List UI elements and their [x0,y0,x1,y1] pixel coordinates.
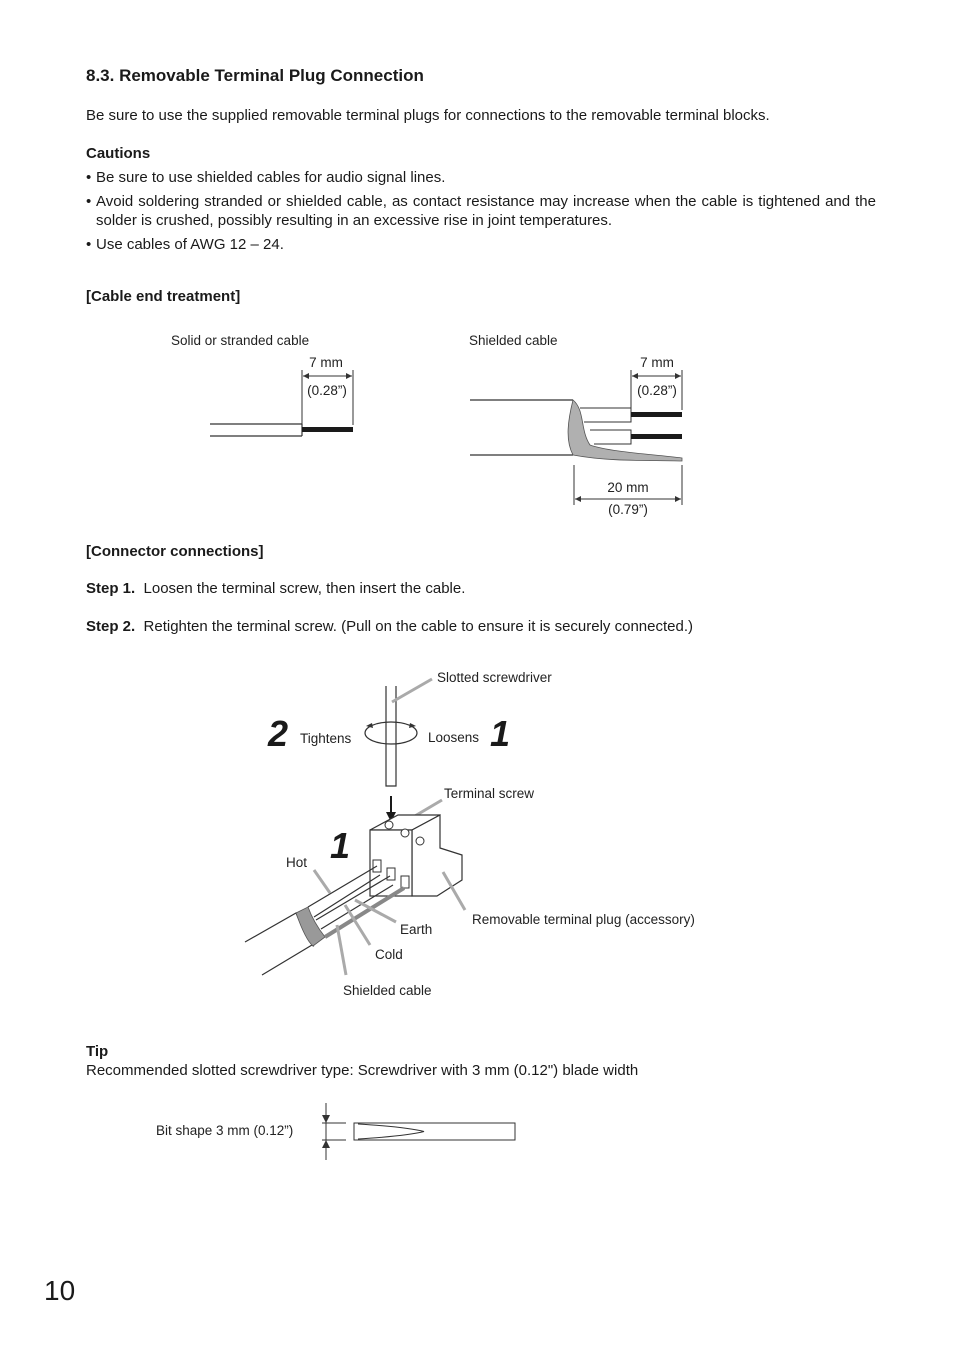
shielded-dim-in: (0.28”) [637,383,677,398]
inner-wire [590,430,631,444]
caution-item: • Avoid soldering stranded or shielded cable, as contact resistance may increase when the cable is tightened and the solder is crushed, possibly resulting in an excessive rise in joint temperatures. [86,193,876,229]
inner-wire [580,408,631,422]
shielded-length-mm: 20 mm [607,480,649,495]
shielded-cable-label: Shielded cable [343,983,432,998]
wire-slot [401,876,409,888]
cable-end-heading: [Cable end treatment] [86,288,241,305]
terminal-screw-label: Terminal screw [444,786,535,801]
step-number-loosens: 1 [490,713,511,754]
leader-line [337,925,346,975]
connector-diagram [0,660,954,1010]
step-1: Step 1. Loosen the terminal screw, then insert the cable. [86,580,466,597]
cautions-heading: Cautions [86,145,151,162]
step-2: Step 2. Retighten the terminal screw. (Pull on the cable to ensure it is securely connected.) [86,618,693,635]
hot-label: Hot [286,855,308,870]
cable-end-diagram [0,320,954,530]
shielded-dim-mm: 7 mm [640,355,674,370]
solid-cable-label: Solid or stranded cable [171,333,310,348]
rotation-arrow [365,722,417,744]
bit-shape-label: Bit shape 3 mm (0.12”) [156,1123,294,1138]
leader-line [392,679,432,702]
tip-heading: Tip [86,1043,109,1060]
shielded-length-in: (0.79”) [608,502,648,517]
inner-conductor [631,434,682,439]
tip-text: Recommended slotted screwdriver type: Screwdriver with 3 mm (0.12") blade width [86,1062,639,1079]
intro-paragraph: Be sure to use the supplied removable terminal plugs for connections to the removable terminal blocks. [86,107,770,124]
page-number: 10 [44,1275,76,1306]
plug-label: Removable terminal plug (accessory) [472,912,695,927]
solid-dim-in: (0.28”) [307,383,347,398]
solid-dim-mm: 7 mm [309,355,343,370]
screw-head [385,821,393,829]
caution-item: • Use cables of AWG 12 – 24. [86,236,284,253]
cold-label: Cold [375,947,403,962]
shielded-cable-label: Shielded cable [469,333,558,348]
earth-label: Earth [400,922,433,937]
step-number-tightens: 2 [268,713,289,754]
plug-side [412,815,462,896]
screw-head [416,837,424,845]
tightens-label: Tightens [300,731,352,746]
inner-conductor [631,412,682,417]
loosens-label: Loosens [428,730,480,745]
screwdriver-label: Slotted screwdriver [437,670,552,685]
screw-head [401,829,409,837]
leader-line [314,870,330,893]
caution-item: • Be sure to use shielded cables for audio signal lines. [86,169,446,186]
connector-heading: [Connector connections] [86,543,264,560]
leader-line [355,900,396,922]
solid-conductor [302,427,353,432]
bit-shape-diagram [0,1095,954,1170]
section-title: 8.3. Removable Terminal Plug Connection [86,66,424,85]
wire-slot [387,868,395,880]
step-number-insert: 1 [330,825,351,866]
